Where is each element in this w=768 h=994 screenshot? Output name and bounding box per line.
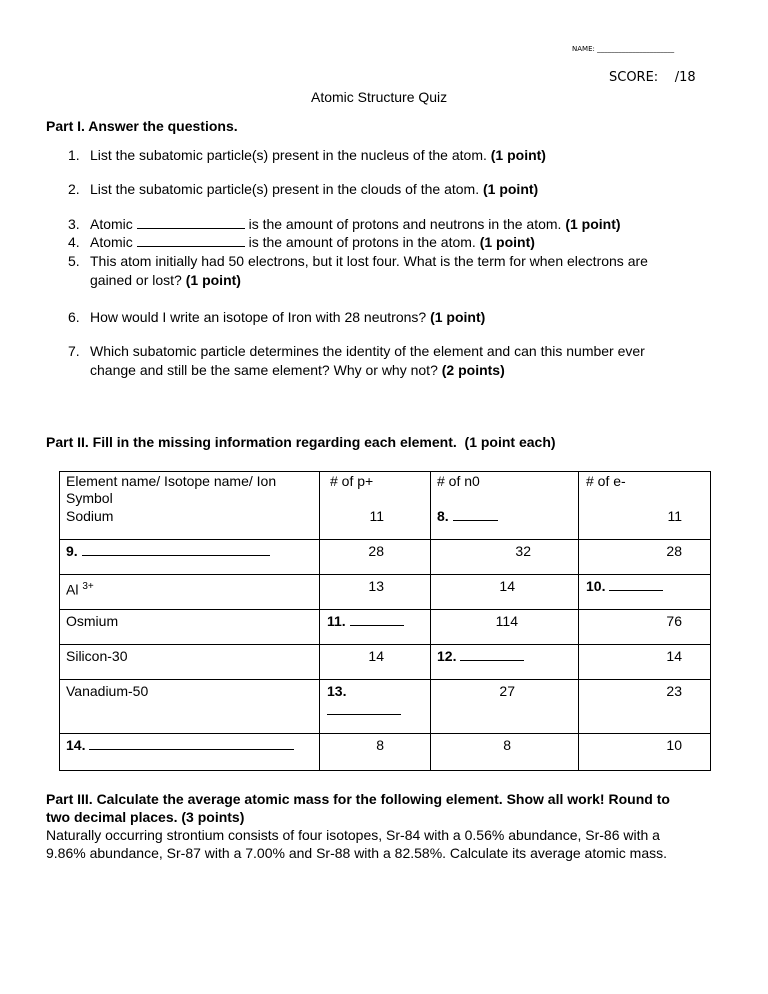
table-cell-neutrons-blank[interactable]	[437, 648, 524, 665]
blank-number: 13.	[327, 683, 347, 699]
table-cell-name: Vanadium-50	[66, 683, 149, 699]
q4-points: (1 point)	[479, 234, 535, 250]
table-cell-name: Silicon-30	[66, 648, 128, 664]
q4-number: 4.	[68, 234, 80, 250]
table-rule	[59, 609, 711, 610]
table-rule	[59, 733, 711, 734]
question-4	[0, 233, 768, 253]
part3-body-line2: 9.86% abundance, Sr-87 with a 7.00% and Sr-88 with a 82.58%. Calculate its average atomic mass.	[46, 845, 668, 861]
question-3	[0, 215, 768, 235]
q6-number: 6.	[68, 309, 80, 325]
question-6	[0, 308, 768, 328]
q4-pre: Atomic	[90, 234, 133, 250]
question-5	[0, 252, 768, 290]
part2-heading	[46, 434, 556, 450]
q1-points: (1 point)	[490, 147, 546, 163]
q5-number: 5.	[68, 253, 80, 269]
part3-heading-line1: Part III. Calculate the average atomic mass for the following element. Show all work! Round to	[46, 791, 670, 807]
answer-line[interactable]	[609, 578, 663, 591]
part3-heading-line2: two decimal places. (3 points)	[46, 809, 245, 825]
blank-number: 8.	[437, 508, 449, 524]
blank-number: 12.	[437, 648, 457, 664]
q3-points: (1 point)	[565, 216, 621, 232]
table-cell-neutrons-blank[interactable]	[437, 508, 498, 525]
q7-number: 7.	[68, 343, 80, 359]
element-symbol: Al	[66, 581, 79, 598]
part1-heading: Part I. Answer the questions.	[46, 118, 238, 134]
part3-body-line1: Naturally occurring strontium consists of four isotopes, Sr-84 with a 0.56% abundance, Sr-86 with a	[46, 827, 660, 843]
q5-line1: This atom initially had 50 electrons, but it lost four. What is the term for when electrons are	[90, 253, 648, 269]
table-cell-neutrons: 27	[499, 683, 515, 699]
table-cell-neutrons: 114	[495, 613, 518, 629]
table-header-protons: # of p+	[330, 473, 374, 489]
q5-points: (1 point)	[185, 272, 241, 288]
answer-line[interactable]	[82, 543, 270, 556]
table-cell-electrons: 14	[666, 648, 682, 664]
q3-post: is the amount of protons and neutrons in the atom.	[248, 216, 562, 232]
q1-text: List the subatomic particle(s) present in the nucleus of the atom.	[90, 147, 487, 163]
part2-heading-text: Part II. Fill in the missing information regarding each element.	[46, 434, 457, 450]
table-cell-name	[66, 578, 94, 599]
question-2	[0, 180, 768, 200]
q4-post: is the amount of protons in the atom.	[248, 234, 476, 250]
answer-line[interactable]	[350, 613, 404, 626]
table-cell-electrons: 11	[667, 508, 682, 524]
blank-number: 11.	[327, 613, 346, 629]
table-rule	[59, 644, 711, 645]
answer-line[interactable]	[89, 737, 294, 750]
table-cell-protons-blank[interactable]	[327, 613, 404, 630]
score-field	[609, 70, 696, 85]
answer-line[interactable]	[327, 702, 401, 715]
table-rule	[59, 574, 711, 575]
table-cell-neutrons: 14	[499, 578, 515, 594]
q3-blank[interactable]	[137, 215, 245, 229]
table-rule	[59, 679, 711, 680]
table-cell-neutrons: 32	[515, 543, 531, 559]
score-label: SCORE:	[609, 70, 659, 85]
blank-number: 10.	[586, 578, 606, 594]
table-cell-protons: 13	[368, 578, 384, 594]
question-1	[0, 146, 768, 166]
blank-number: 9.	[66, 543, 78, 559]
answer-line[interactable]	[453, 508, 498, 521]
table-cell-protons: 14	[368, 648, 384, 664]
score-total: /18	[674, 70, 696, 85]
table-cell-protons: 28	[368, 543, 384, 559]
table-header-electrons: # of e-	[586, 473, 626, 489]
q7-points: (2 points)	[441, 362, 505, 378]
table-cell-name: Osmium	[66, 613, 119, 629]
table-cell-neutrons: 8	[503, 737, 511, 753]
page-title: Atomic Structure Quiz	[311, 89, 448, 105]
q1-number: 1.	[68, 147, 80, 163]
name-field[interactable]: NAME: ______________________	[572, 45, 675, 53]
table-cell-name-blank[interactable]	[66, 543, 270, 560]
q7-line1: Which subatomic particle determines the identity of the element and can this number ever	[90, 343, 645, 359]
table-cell-name: Sodium	[66, 508, 114, 524]
answer-line[interactable]	[460, 648, 524, 661]
table-cell-electrons: 28	[666, 543, 682, 559]
table-header-neutrons: # of n0	[437, 473, 480, 489]
q7-line2: change and still be the same element? Why or why not?	[90, 362, 438, 378]
table-rule	[59, 539, 711, 540]
table-cell-electrons: 23	[666, 683, 682, 699]
blank-number: 14.	[66, 737, 86, 753]
table-cell-electrons: 10	[666, 737, 682, 753]
table-header-element: Element name/ Isotope name/ Ion Symbol	[66, 473, 277, 506]
q6-points: (1 point)	[430, 309, 486, 325]
q5-line2: gained or lost?	[90, 272, 182, 288]
table-cell-name-blank[interactable]	[66, 737, 294, 754]
table-cell-protons: 11	[369, 508, 384, 524]
q3-number: 3.	[68, 216, 80, 232]
q4-blank[interactable]	[137, 233, 245, 247]
q6-text: How would I write an isotope of Iron with 28 neutrons?	[90, 309, 427, 325]
table-cell-protons: 8	[376, 737, 384, 753]
part2-heading-points: (1 point each)	[464, 434, 556, 450]
q2-points: (1 point)	[482, 181, 539, 197]
table-cell-electrons: 76	[666, 613, 682, 629]
table-cell-protons-blank[interactable]	[327, 683, 401, 719]
ion-charge: 3+	[82, 581, 94, 592]
table-cell-electrons-blank[interactable]	[586, 578, 663, 595]
question-7	[0, 342, 768, 380]
q3-pre: Atomic	[90, 216, 133, 232]
q2-number: 2.	[68, 181, 80, 197]
q2-text: List the subatomic particle(s) present in the clouds of the atom.	[90, 181, 480, 197]
